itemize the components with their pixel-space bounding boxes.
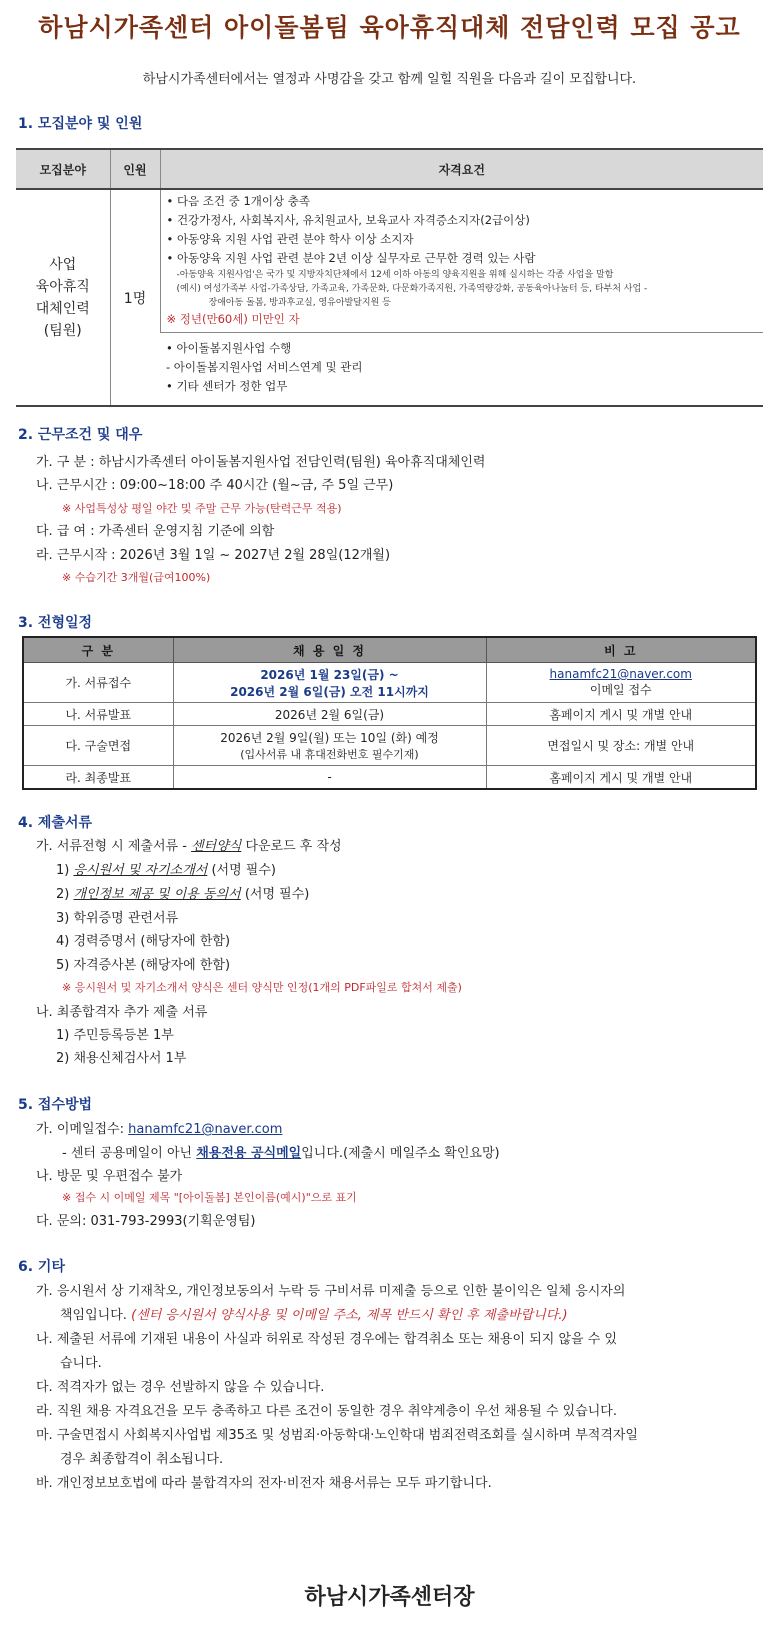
schedule-step: 라. 최종발표 <box>23 766 173 790</box>
etc-item: 경우 최종합격이 취소됩니다. <box>60 1452 224 1467</box>
email-submit: 가. 이메일접수: hanamfc21@naver.com <box>36 1122 283 1137</box>
doc-item: 2) 개인정보 제공 및 이용 동의서 (서명 필수) <box>56 887 310 902</box>
intro-text: 하남시가족센터에서는 열정과 사명감을 갖고 함께 일힐 직원을 다음과 길이 모집합니다. <box>142 72 637 87</box>
count-cell: 1명 <box>110 189 160 406</box>
doc-item: 1) 주민등록등본 1부 <box>56 1028 174 1043</box>
schedule-note: 면접일시 및 장소: 개별 안내 <box>486 726 756 766</box>
schedule-table <box>22 636 757 790</box>
schedule-step: 가. 서류접수 <box>23 663 173 703</box>
doc-item: 1) 응시원서 및 자기소개서 (서명 필수) <box>56 863 276 878</box>
page-title: 하남시가족센터 아이돌봄팀 육아휴직대체 전담인력 모집 공고 <box>38 13 741 42</box>
schedule-step: 다. 구술면접 <box>23 726 173 766</box>
doc-item: 3) 학위증명 관련서류 <box>56 911 179 926</box>
form-note: ※ 응시원서 및 자기소개서 양식은 센터 양식만 인정(1개의 PDF파일로 합쳐서 제출) <box>62 981 462 994</box>
etc-item: 다. 적격자가 없는 경우 선발하지 않을 수 있습니다. <box>36 1380 325 1395</box>
table-header: 채 용 일 정 <box>173 637 486 663</box>
duties-cell: • 아이돌봄지원사업 수행 - 아이돌봄지원사업 서비스연계 및 관리 • 기타 센터가 정한 업무 <box>160 333 763 407</box>
work-hours-note: ※ 사업특성상 평일 야간 및 주말 근무 가능(탄력근무 적용) <box>62 502 342 515</box>
docs-intro: 가. 서류전형 시 제출서류 - 센터양식 다운로드 후 작성 <box>36 839 342 854</box>
salary: 다. 급 여 : 가족센터 운영지침 기준에 의함 <box>36 524 275 539</box>
start-date: 라. 근무시작 : 2026년 3월 1일 ~ 2027년 2월 28일(12개월) <box>36 548 391 563</box>
etc-item: 바. 개인정보보호법에 따라 불합격자의 전자·비전자 채용서류는 모두 파기합니다. <box>36 1476 492 1491</box>
schedule-date: 2026년 2월 9일(월) 또는 10일 (화) 예정 (입사서류 내 휴대전화번호 필수기재) <box>173 726 486 766</box>
table-header: 인원 <box>110 149 160 189</box>
etc-item: 책임입니다. (센터 응시원서 양식사용 및 이메일 주소, 제목 반드시 확인 후 제출바랍니다.) <box>60 1308 568 1323</box>
etc-item: 가. 응시원서 상 기재착오, 개인정보동의서 누락 등 구비서류 미제출 등으로 인한 불이익은 일체 응시자의 <box>36 1284 626 1299</box>
subject-note: ※ 접수 시 이메일 제목 "[아이돌봄] 본인이름(예시)"으로 표기 <box>62 1191 357 1204</box>
contact: 다. 문의: 031-793-2993(기획운영팀) <box>36 1214 256 1229</box>
center-form-link[interactable]: 센터양식 <box>191 839 242 854</box>
section-3-heading: 3. 전형일정 <box>18 615 93 631</box>
table-header: 비 고 <box>486 637 756 663</box>
section-4-heading: 4. 제출서류 <box>18 815 93 831</box>
etc-item: 나. 제출된 서류에 기재된 내용이 사실과 허위로 작성된 경우에는 합격취소 또는 채용이 되지 않을 수 있 <box>36 1332 617 1347</box>
doc-item: 4) 경력증명서 (해당자에 한함) <box>56 934 231 949</box>
category-cell: 사업 육아휴직 대체인력 (팀원) <box>16 189 110 406</box>
doc-item: 5) 자격증사본 (해당자에 한함) <box>56 958 231 973</box>
section-5-heading: 5. 접수방법 <box>18 1097 93 1113</box>
etc-item: 습니다. <box>60 1356 102 1371</box>
email-link[interactable]: hanamfc21@naver.com <box>549 667 692 681</box>
table-header: 모집분야 <box>16 149 110 189</box>
no-visit: 나. 방문 및 우편접수 불가 <box>36 1169 183 1184</box>
work-type: 가. 구 분 : 하남시가족센터 아이돌봄지원사업 전담인력(팀원) 육아휴직대체인력 <box>36 455 486 470</box>
schedule-note: 홈페이지 게시 및 개별 안내 <box>486 703 756 726</box>
requirements-cell: • 다음 조건 중 1개이상 충족 • 건강가정사, 사회복지사, 유치원교사, 보육교사 자격증소지자(2급이상) • 아동양육 지원 사업 관련 분야 학사 이상 소지자 • 아동양육 지원 사업 관련 분야 2년 이상 실무자로 근무한 경력 있는 사람 -아동양육 지원사업'은 국가 및 지방자치단체에서 12세 이하 아동의 양육지원을 위해 실시하는 각종 사업을 말함 (예시) 여성가족부 사업-가족상담, 가족교육, 가족문화, 다문화가족지원, 가족역량강화, 공동육아나눔터 등, 타부처 사업 - 장애아동 돌봄, 방과후교실, 영유아발달지원 등 ※ 정년(만60세) 미만인 자 <box>160 189 763 333</box>
email-link[interactable]: hanamfc21@naver.com <box>128 1122 283 1137</box>
schedule-date: - <box>173 766 486 790</box>
schedule-date: 2026년 1월 23일(금) ~ 2026년 2월 6일(금) 오전 11시까지 <box>173 663 486 703</box>
etc-item: 라. 직원 채용 자격요건을 모두 충족하고 다른 조건이 동일한 경우 취약계층이 우선 채용될 수 있습니다. <box>36 1404 617 1419</box>
signature: 하남시가족센터장 <box>304 1584 475 1610</box>
section-6-heading: 6. 기타 <box>18 1259 65 1275</box>
probation-note: ※ 수습기간 3개월(급여100%) <box>62 571 211 584</box>
recruitment-table <box>16 148 763 407</box>
table-header: 구 분 <box>23 637 173 663</box>
schedule-date: 2026년 2월 6일(금) <box>173 703 486 726</box>
table-header: 자격요건 <box>160 149 763 189</box>
section-2-heading: 2. 근무조건 및 대우 <box>18 427 143 443</box>
email-note: - 센터 공용메일이 아닌 채용전용 공식메일입니다.(제출시 메일주소 확인요망) <box>62 1146 500 1161</box>
final-docs: 나. 최종합격자 추가 제출 서류 <box>36 1005 208 1020</box>
doc-item: 2) 채용신체검사서 1부 <box>56 1051 187 1066</box>
schedule-step: 나. 서류발표 <box>23 703 173 726</box>
etc-item: 마. 구술면접시 사회복지사업법 제35조 및 성범죄·아동학대·노인학대 범죄전력조회를 실시하며 부적격자일 <box>36 1428 638 1443</box>
age-note: ※ 정년(만60세) 미만인 자 <box>166 312 300 326</box>
work-hours: 나. 근무시간 : 09:00~18:00 주 40시간 (월~금, 주 5일 근무) <box>36 478 394 493</box>
section-1-heading: 1. 모집분야 및 인원 <box>18 116 143 132</box>
schedule-note: hanamfc21@naver.com 이메일 접수 <box>486 663 756 703</box>
schedule-note: 홈페이지 게시 및 개별 안내 <box>486 766 756 790</box>
